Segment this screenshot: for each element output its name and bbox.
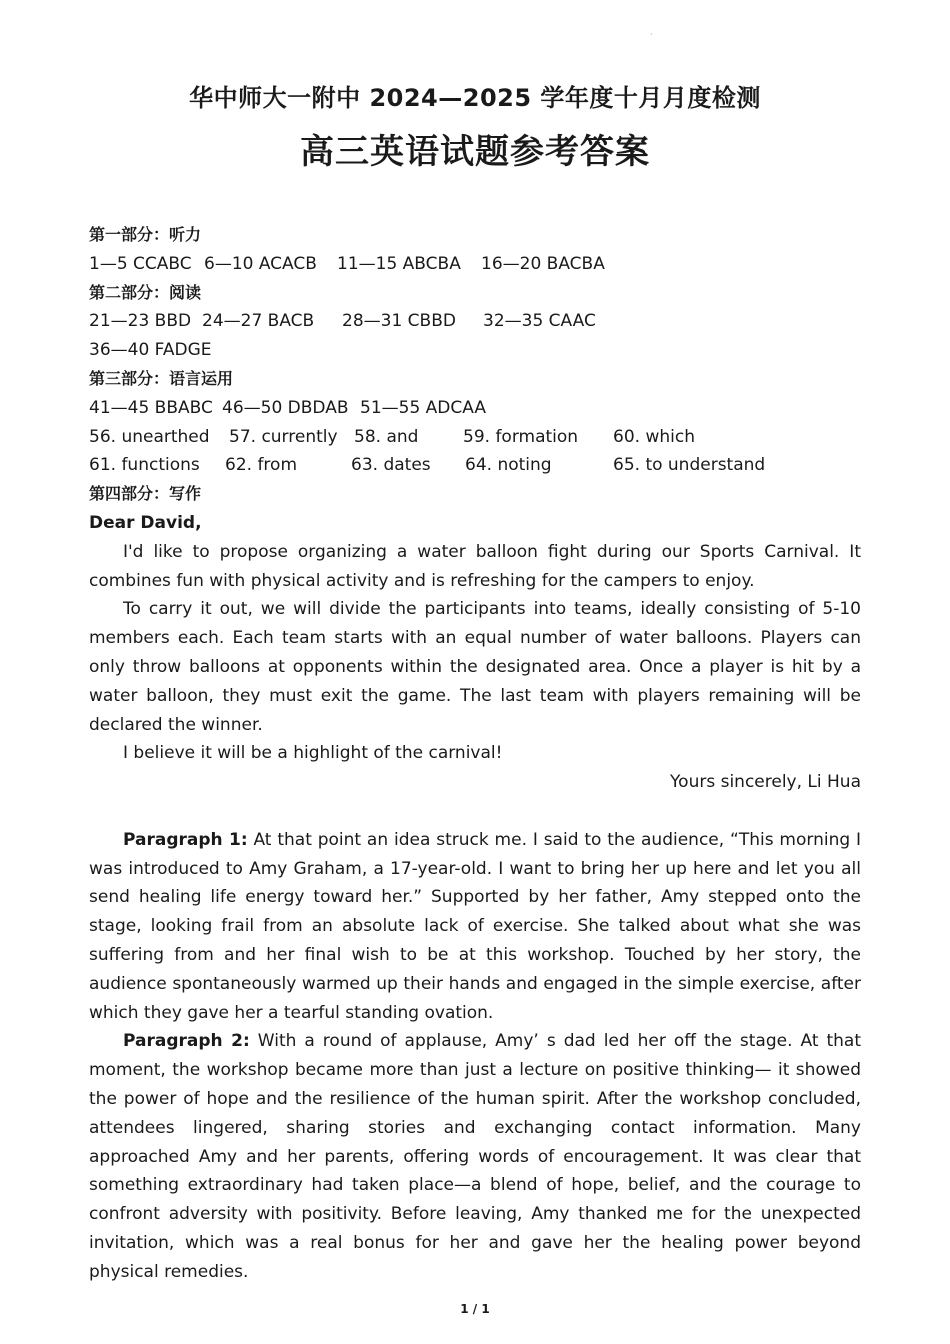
paragraph-label: Paragraph 1: bbox=[123, 829, 248, 850]
fill-answer: 61. functions bbox=[89, 455, 200, 476]
letter-paragraph: I believe it will be a highlight of the carnival! bbox=[123, 743, 503, 764]
part1-heading: 第一部分：听力 bbox=[89, 225, 202, 244]
answer-content bbox=[89, 221, 861, 1286]
part2-heading: 第二部分：阅读 bbox=[89, 282, 202, 302]
answer-group: 1—5 CCABC bbox=[89, 253, 192, 274]
part3-heading: 第三部分：语言运用 bbox=[89, 368, 234, 388]
document-title: 华中师大一附中 2024—2025 学年度十月月度检测 bbox=[189, 84, 761, 112]
fill-answer: 60. which bbox=[613, 426, 695, 447]
part2-answers-row1 bbox=[89, 307, 861, 336]
part3-fill-row1 bbox=[89, 423, 861, 452]
header-mark: · bbox=[650, 30, 653, 39]
answer-group: 21—23 BBD bbox=[89, 311, 192, 332]
answer-group: 46—50 DBDAB bbox=[222, 397, 349, 418]
fill-answer: 64. noting bbox=[465, 455, 552, 476]
continuation-paragraph-2 bbox=[89, 1027, 861, 1286]
fill-answer: 62. from bbox=[225, 455, 298, 476]
paragraph-text: At that point an idea struck me. I said to the audience, “This morning I was introduced to Amy Graham, a 17-year-old. I want to bring her up here and let you all send healing life energy toward her.” Supported by her father, Amy stepped onto the stage, looking frail from an absolute lack of exercise. She talked about what she was suffering from and her final wish to be at this workshop. Touched by her story, the audience spontaneously warmed up their hands and engaged in the simple exercise, after which they gave her a tearful standing ovation. bbox=[89, 829, 861, 1023]
letter-paragraph: To carry it out, we will divide the participants into teams, ideally consisting of 5-10 members each. Each team starts with an equal number of water balloons. Players can only throw balloons at opponents within the designated area. Once a player is hit by a water balloon, they must exit the game. The last team with players remaining will be declared the winner. bbox=[89, 599, 861, 735]
part3-fill-row2 bbox=[89, 451, 861, 480]
answer-group: 28—31 CBBD bbox=[342, 311, 456, 332]
page-number: 1 / 1 bbox=[460, 1302, 490, 1316]
part3-answers-row1 bbox=[89, 394, 861, 423]
part4-heading: 第四部分：写作 bbox=[89, 484, 202, 504]
answer-group: 32—35 CAAC bbox=[483, 311, 596, 332]
answer-group: 24—27 BACB bbox=[202, 311, 315, 332]
answer-group: 41—45 BBABC bbox=[89, 397, 213, 418]
letter-salutation: Dear David, bbox=[89, 512, 202, 533]
fill-answer: 57. currently bbox=[229, 426, 338, 447]
letter-paragraph: I'd like to propose organizing a water balloon fight during our Sports Carnival. It combines fun with physical activity and is refreshing for the campers to enjoy. bbox=[89, 541, 861, 591]
fill-answer: 59. formation bbox=[463, 426, 579, 447]
answer-group: 51—55 ADCAA bbox=[360, 397, 486, 418]
fill-answer: 65. to understand bbox=[613, 455, 766, 476]
fill-answer: 56. unearthed bbox=[89, 426, 210, 447]
part1-answers bbox=[89, 250, 861, 279]
document-subtitle: 高三英语试题参考答案 bbox=[300, 132, 650, 172]
spacer bbox=[89, 797, 861, 826]
answer-group: 11—15 ABCBA bbox=[337, 253, 461, 274]
part2-answers-row2: 36—40 FADGE bbox=[89, 340, 212, 361]
letter-signoff: Yours sincerely, Li Hua bbox=[670, 772, 861, 793]
answer-group: 6—10 ACACB bbox=[204, 253, 317, 274]
fill-answer: 63. dates bbox=[351, 455, 431, 476]
fill-answer: 58. and bbox=[354, 426, 419, 447]
continuation-paragraph-1 bbox=[89, 826, 861, 1028]
paragraph-text: With a round of applause, Amy’ s dad led her off the stage. At that moment, the workshop became more than just a lecture on positive thinking— it showed the power of hope and the resilience of the human spirit. After the workshop concluded, attendees lingered, sharing stories and exchanging contact information. Many approached Amy and her parents, offering words of encouragement. It was clear that something extraordinary had taken place—a blend of hope, belief, and the courage to confront adversity with positivity. Before leaving, Amy thanked me for the unexpected invitation, which was a real bonus for her and gave her the healing power beyond physical remedies. bbox=[89, 1031, 862, 1282]
answer-group: 16—20 BACBA bbox=[481, 253, 605, 274]
paragraph-label: Paragraph 2: bbox=[123, 1031, 250, 1052]
